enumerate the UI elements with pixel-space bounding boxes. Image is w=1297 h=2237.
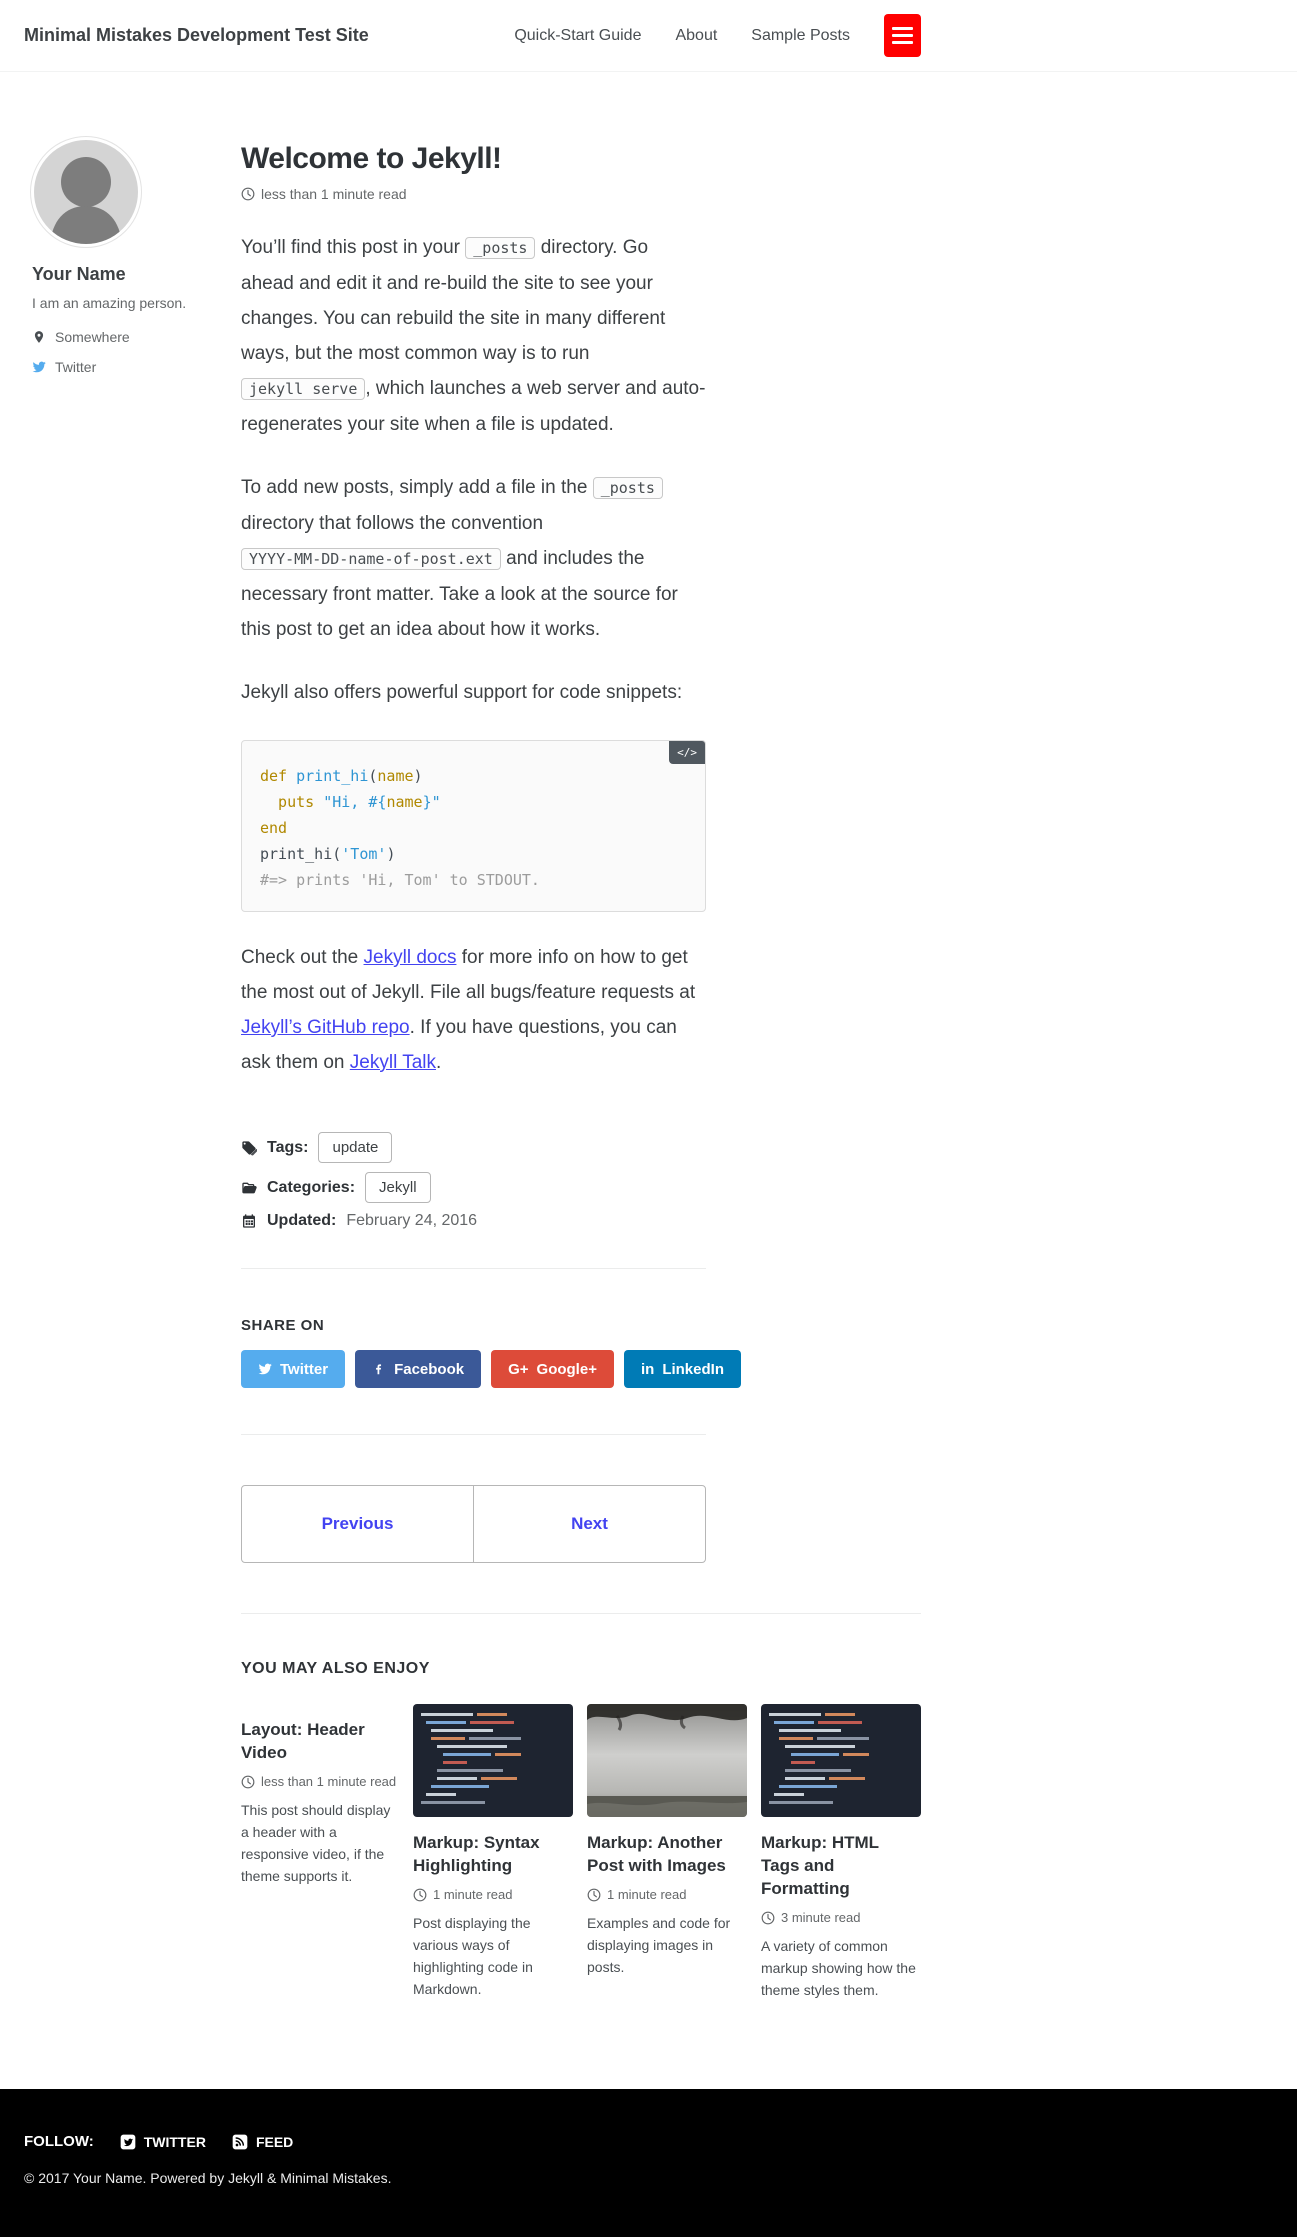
person-silhouette-icon [34, 140, 138, 244]
code-token: name [386, 793, 423, 811]
code-token: ) [386, 845, 396, 863]
pagination [241, 1485, 706, 1563]
menu-toggle-button[interactable] [884, 14, 921, 57]
updated-label: Updated: [267, 1212, 337, 1229]
code-token: "Hi, #{ [323, 793, 387, 811]
related-post-title[interactable]: Layout: Header Video [241, 1720, 365, 1762]
related-post-title[interactable]: Markup: HTML Tags and Formatting [761, 1833, 879, 1898]
text-run: Check out the [241, 947, 364, 968]
folder-open-icon [241, 1180, 257, 1196]
text-run: . [436, 1052, 442, 1073]
footer-feed-link[interactable] [232, 2134, 293, 2150]
share-linkedin-button[interactable] [624, 1350, 741, 1388]
avatar [30, 136, 142, 248]
category-chip-jekyll[interactable]: Jekyll [365, 1172, 431, 1203]
nav-sample-posts[interactable]: Sample Posts [751, 26, 850, 44]
inline-code-posts: _posts [593, 477, 663, 499]
code-token: ) [413, 767, 423, 785]
footer-feed-label: FEED [255, 2133, 294, 2150]
code-token: puts [260, 793, 324, 811]
foggy-landscape-thumbnail[interactable] [587, 1704, 747, 1817]
code-token: name [377, 767, 414, 785]
code-comment: #=> prints 'Hi, Tom' to STDOUT. [260, 871, 540, 889]
read-time-label: 1 minute read [607, 1887, 687, 1902]
updated-row [241, 1212, 706, 1230]
footer-twitter-link[interactable] [120, 2134, 206, 2150]
rss-icon [232, 2134, 248, 2150]
code-block [241, 740, 706, 912]
share-heading: SHARE ON [241, 1317, 325, 1334]
paragraph [241, 470, 706, 647]
share-button-label: Google+ [536, 1360, 597, 1378]
related-heading: YOU MAY ALSO ENJOY [241, 1660, 430, 1677]
share-twitter-button[interactable] [241, 1350, 345, 1388]
related-post-title[interactable]: Markup: Another Post with Images [587, 1833, 726, 1875]
paragraph [241, 230, 706, 442]
code-token: def [260, 767, 297, 785]
footer-twitter-label: TWITTER [143, 2133, 206, 2150]
code-token: ( [368, 767, 378, 785]
share-button-label: Twitter [280, 1360, 329, 1378]
divider [241, 1613, 921, 1614]
share-button-label: Facebook [394, 1360, 465, 1378]
tags-label: Tags: [267, 1138, 309, 1156]
updated-date: February 24, 2016 [346, 1212, 478, 1229]
facebook-icon [372, 1362, 386, 1376]
code-token: print_hi [296, 767, 369, 785]
site-footer [0, 2089, 1297, 2237]
jekyll-docs-link[interactable]: Jekyll docs [363, 947, 457, 968]
paragraph: Jekyll also offers powerful support for code snippets: [241, 682, 683, 703]
related-post-title[interactable]: Markup: Syntax Highlighting [413, 1833, 540, 1875]
jekyll-talk-link[interactable]: Jekyll Talk [349, 1052, 437, 1073]
code-content [260, 763, 687, 893]
related-post-excerpt: A variety of common markup showing how the theme styles them. [761, 1938, 916, 1998]
clock-icon [241, 1775, 255, 1789]
follow-label: FOLLOW: [24, 2133, 94, 2150]
read-time-label: less than 1 minute read [261, 1774, 397, 1789]
related-post-read-time [413, 1887, 573, 1902]
author-twitter-label: Twitter [55, 359, 97, 375]
code-token: print_hi( [260, 845, 342, 863]
divider [241, 1268, 706, 1269]
text-run: You’ll find this post in your [241, 237, 466, 258]
linkedin-icon: in [640, 1360, 655, 1378]
previous-post-button[interactable]: Previous [242, 1486, 474, 1562]
paragraph [241, 940, 706, 1080]
related-card-syntax-highlighting [413, 1704, 573, 2015]
inline-code-jekyll-serve: jekyll serve [241, 378, 365, 400]
related-post-read-time [241, 1774, 399, 1789]
inline-code-posts: _posts [465, 237, 535, 259]
text-run: for more info on how to get the most out of Jekyll. File all bugs/feature requests at [241, 947, 696, 1003]
page-body [0, 72, 1297, 2015]
share-facebook-button[interactable] [355, 1350, 481, 1388]
nav-quick-start-guide[interactable]: Quick-Start Guide [514, 26, 642, 44]
location-pin-icon [32, 330, 46, 344]
nav-about[interactable]: About [675, 26, 718, 44]
jekyll-github-repo-link[interactable]: Jekyll’s GitHub repo [241, 1017, 410, 1038]
related-posts-section [241, 1613, 921, 2015]
twitter-icon [32, 360, 46, 374]
related-post-excerpt: Post displaying the various ways of highlighting code in Markdown. [413, 1915, 533, 1997]
code-icon[interactable]: </> [669, 741, 705, 764]
share-googleplus-button[interactable] [491, 1350, 614, 1388]
related-post-read-time [761, 1910, 921, 1925]
read-time-label: 3 minute read [781, 1910, 861, 1925]
author-name: Your Name [32, 264, 126, 284]
site-nav [514, 14, 921, 57]
googleplus-icon: G+ [508, 1360, 529, 1378]
tags-row [241, 1132, 706, 1163]
code-token: end [260, 819, 288, 837]
text-run: and includes the necessary front matter. Take a look at the source for this post to get an idea about how it works. [241, 548, 678, 640]
page-title: Welcome to Jekyll! [241, 142, 502, 175]
tags-icon [241, 1140, 257, 1156]
related-post-read-time [587, 1887, 747, 1902]
next-post-button[interactable]: Next [571, 1514, 608, 1533]
author-location [32, 329, 219, 345]
related-card-layout-header-video [241, 1704, 399, 2015]
related-post-excerpt: This post should display a header with a responsive video, if the theme supports it. [241, 1802, 391, 1884]
twitter-icon [258, 1362, 272, 1376]
text-run: directory that follows the convention [241, 513, 544, 534]
divider [241, 1434, 706, 1435]
site-title[interactable]: Minimal Mistakes Development Test Site [24, 25, 369, 45]
inline-code-filename-convention: YYYY-MM-DD-name-of-post.ext [241, 548, 501, 570]
categories-label: Categories: [267, 1178, 356, 1196]
categories-row [241, 1172, 706, 1203]
related-post-excerpt: Examples and code for displaying images in posts. [587, 1915, 731, 1975]
author-bio: I am an amazing person. [32, 295, 187, 311]
clock-icon [241, 187, 255, 201]
masthead [0, 0, 1297, 72]
dark-code-screenshot-thumbnail[interactable] [413, 1704, 573, 1817]
dark-code-screenshot-thumbnail[interactable] [761, 1704, 921, 1817]
clock-icon [413, 1888, 427, 1902]
post-article [241, 142, 724, 1563]
tag-chip-update[interactable]: update [318, 1132, 392, 1163]
code-token: 'Tom' [341, 845, 387, 863]
text-run: . If you have questions, you can ask them on [241, 1017, 677, 1073]
author-location-label: Somewhere [55, 329, 130, 345]
related-card-another-post-with-images [587, 1704, 747, 2015]
read-time-label: less than 1 minute read [261, 186, 407, 202]
read-time-label: 1 minute read [433, 1887, 513, 1902]
text-run: directory. Go ahead and edit it and re-build the site to see your changes. You can rebuild the site in many different ways, but the most common way is to run [241, 237, 666, 364]
twitter-square-icon [120, 2134, 136, 2150]
clock-icon [761, 1911, 775, 1925]
code-token: }" [422, 793, 441, 811]
related-card-html-tags-and-formatting [761, 1704, 921, 2015]
copyright: © 2017 Your Name. Powered by Jekyll & Minimal Mistakes. [24, 2170, 392, 2186]
read-time [241, 186, 706, 202]
author-sidebar [24, 136, 219, 389]
share-button-label: LinkedIn [662, 1360, 724, 1378]
calendar-icon [241, 1213, 257, 1229]
text-run: , which launches a web server and auto-regenerates your site when a file is updated. [241, 378, 706, 435]
text-run: To add new posts, simply add a file in the [241, 477, 593, 498]
clock-icon [587, 1888, 601, 1902]
author-twitter-link[interactable] [32, 359, 96, 375]
